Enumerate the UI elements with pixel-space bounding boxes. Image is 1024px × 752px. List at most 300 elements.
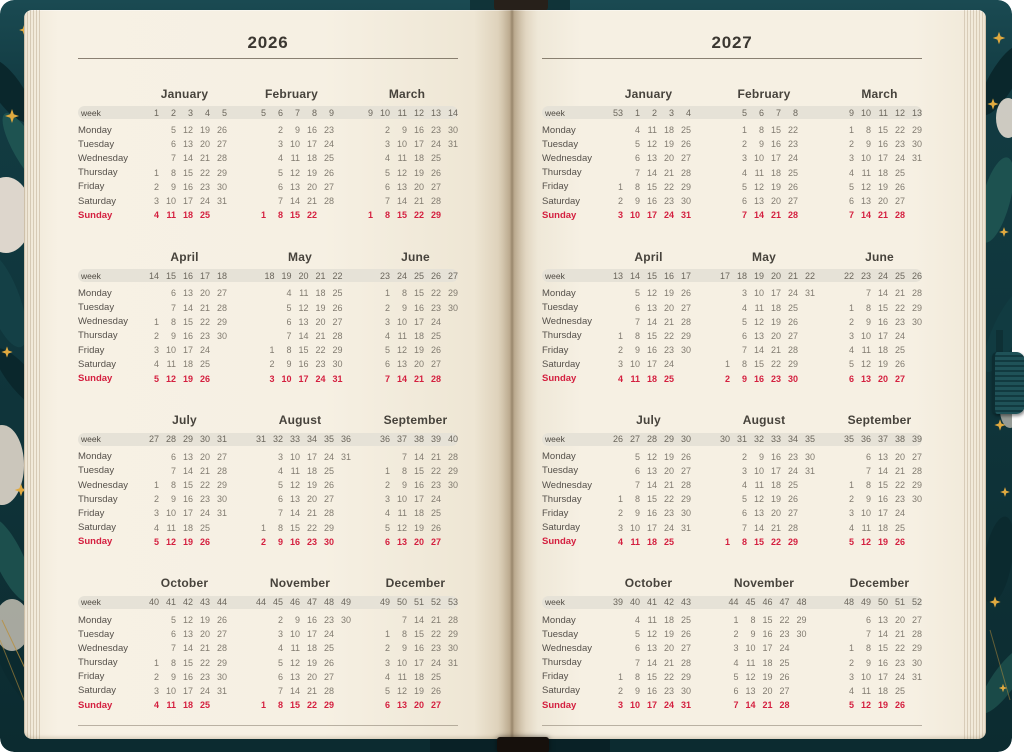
month-day-group: [837, 182, 922, 192]
day-number-cell: 9: [750, 629, 756, 640]
day-number-cell: [142, 153, 159, 163]
day-number-cell: [258, 288, 275, 298]
week-number-cell: 16: [663, 270, 674, 281]
day-number-cell: 29: [216, 316, 227, 327]
day-row: [542, 450, 922, 464]
quarter-block: [78, 86, 458, 222]
week-number-cell: 44: [216, 597, 227, 608]
day-number-cell: 1: [260, 522, 266, 533]
month-day-group: [249, 643, 351, 653]
day-number-cell: 29: [796, 615, 807, 626]
day-number-cell: 11: [746, 657, 756, 668]
day-number-cell: [790, 672, 807, 682]
week-number-cell: 14: [629, 270, 640, 281]
day-number-cell: 17: [762, 643, 773, 654]
day-number-cell: 30: [447, 125, 458, 136]
day-number-cell: 15: [182, 167, 193, 178]
month-week-group: [373, 597, 458, 607]
day-number-cell: 28: [911, 629, 922, 640]
day-number-cell: [713, 523, 730, 533]
day-number-cell: 30: [680, 196, 691, 207]
day-number-cell: 14: [396, 196, 407, 207]
day-row: [78, 286, 458, 300]
day-number-cell: 13: [289, 494, 300, 505]
month-title: March: [388, 86, 426, 101]
day-number-cell: [606, 452, 623, 462]
day-row: [78, 315, 458, 329]
day-number-cell: 13: [182, 139, 193, 150]
month-title: November: [269, 576, 331, 591]
month-day-group: [142, 303, 227, 313]
month-titles-row: [542, 576, 922, 591]
day-number-cell: 6: [865, 615, 871, 626]
day-number-cell: 18: [315, 288, 326, 299]
month-day-group: [837, 480, 922, 490]
day-number-cell: 28: [430, 373, 441, 384]
month-day-group: [837, 658, 922, 668]
day-number-cell: 18: [182, 700, 193, 711]
months-day-numbers: [142, 168, 458, 178]
day-number-cell: 28: [323, 196, 334, 207]
day-number-cell: 19: [770, 316, 781, 327]
month-day-group: [142, 466, 227, 476]
month-day-group: [606, 658, 691, 668]
quarter-block: [542, 576, 922, 712]
week-number-cell: 53: [447, 597, 458, 608]
week-number-cell: 37: [877, 434, 888, 445]
day-number-cell: 16: [289, 536, 300, 547]
week-number-cell: 5: [260, 107, 266, 118]
day-number-cell: [837, 466, 854, 476]
day-rows: [542, 123, 922, 222]
day-row: [542, 329, 922, 343]
day-number-cell: 22: [663, 494, 674, 505]
day-number-cell: 13: [646, 153, 657, 164]
day-number-cell: 7: [865, 465, 871, 476]
day-number-cell: 10: [165, 345, 176, 356]
week-band: [78, 269, 458, 282]
week-number-cell: 1: [634, 107, 640, 118]
day-row: [542, 670, 922, 684]
day-row: [542, 123, 922, 137]
day-number-cell: 26: [680, 629, 691, 640]
day-number-cell: 24: [430, 316, 441, 327]
day-number-cell: 13: [646, 465, 657, 476]
day-number-cell: 4: [384, 671, 390, 682]
day-label: Monday: [542, 287, 576, 299]
day-number-cell: [210, 345, 227, 355]
day-number-cell: 8: [634, 494, 640, 505]
month-day-group: [142, 139, 227, 149]
day-number-cell: 26: [894, 359, 905, 370]
week-number-cell: 19: [281, 270, 292, 281]
day-number-cell: 24: [663, 210, 674, 221]
day-number-cell: 25: [323, 643, 334, 654]
week-number-cell: 23: [860, 270, 871, 281]
day-number-cell: 22: [306, 210, 317, 221]
day-label: Monday: [78, 614, 112, 626]
week-number-cell: 39: [911, 434, 922, 445]
day-number-cell: 23: [306, 536, 317, 547]
week-number-cell: 17: [199, 270, 210, 281]
day-number-cell: 16: [877, 657, 888, 668]
months-day-numbers: [142, 359, 458, 369]
day-number-cell: 27: [216, 139, 227, 150]
day-number-cell: 5: [848, 359, 854, 370]
day-number-cell: 21: [199, 153, 210, 164]
day-number-cell: 1: [153, 316, 159, 327]
day-number-cell: 25: [680, 615, 691, 626]
day-number-cell: 31: [340, 451, 351, 462]
day-number-cell: [905, 359, 922, 369]
month-day-group: [258, 359, 343, 369]
day-number-cell: 17: [877, 508, 888, 519]
month-week-group: [837, 271, 922, 281]
quarter-block: [78, 576, 458, 712]
months-day-numbers: [142, 537, 458, 547]
week-number-cell: 52: [911, 597, 922, 608]
month-day-group: [258, 288, 343, 298]
day-number-cell: 11: [861, 167, 871, 178]
day-number-cell: 25: [779, 657, 790, 668]
month-day-group: [837, 700, 922, 710]
day-number-cell: [798, 317, 815, 327]
day-number-cell: 22: [306, 522, 317, 533]
day-number-cell: 25: [894, 685, 905, 696]
month-day-group: [606, 537, 691, 547]
day-number-cell: 2: [384, 480, 390, 491]
day-number-cell: 16: [877, 316, 888, 327]
day-number-cell: 7: [865, 288, 871, 299]
day-number-cell: 3: [848, 508, 854, 519]
day-row: [78, 506, 458, 520]
month-day-group: [837, 196, 922, 206]
day-number-cell: 22: [199, 167, 210, 178]
day-number-cell: 1: [848, 302, 854, 313]
month-day-group: [713, 374, 815, 384]
day-number-cell: 14: [753, 345, 764, 356]
day-number-cell: [356, 153, 373, 163]
day-row: [542, 535, 922, 549]
day-number-cell: 29: [911, 302, 922, 313]
month-day-group: [606, 374, 691, 384]
month-day-group: [837, 345, 922, 355]
month-day-group: [142, 615, 227, 625]
day-number-cell: 21: [663, 480, 674, 491]
day-number-cell: 17: [182, 685, 193, 696]
month-day-group: [249, 700, 351, 710]
day-number-cell: [334, 643, 351, 653]
day-number-cell: [334, 700, 351, 710]
day-number-cell: 30: [332, 359, 343, 370]
day-label: Friday: [78, 344, 105, 356]
week-number-cell: 26: [911, 270, 922, 281]
month-day-group: [837, 331, 922, 341]
month-week-group: [713, 271, 815, 281]
day-number-cell: 22: [770, 359, 781, 370]
day-number-cell: 31: [911, 671, 922, 682]
day-number-cell: 8: [741, 359, 747, 370]
months-day-numbers: [142, 303, 458, 313]
day-number-cell: 5: [384, 685, 390, 696]
day-number-cell: 15: [182, 480, 193, 491]
day-number-cell: 1: [384, 629, 390, 640]
day-number-cell: 16: [770, 451, 781, 462]
day-number-cell: [798, 331, 815, 341]
day-number-cell: 18: [646, 536, 657, 547]
month-day-group: [142, 494, 227, 504]
month-week-group: [713, 434, 815, 444]
day-number-cell: 28: [787, 210, 798, 221]
month-day-group: [606, 643, 691, 653]
day-number-cell: 14: [646, 480, 657, 491]
day-number-cell: [373, 452, 390, 462]
day-number-cell: 7: [170, 465, 176, 476]
week-number-cell: 44: [255, 597, 266, 608]
month-week-group: [142, 108, 227, 118]
week-number-cell: 47: [306, 597, 317, 608]
month-week-group: [249, 597, 351, 607]
day-number-cell: 15: [753, 359, 764, 370]
day-number-cell: 13: [753, 196, 764, 207]
day-number-cell: 19: [315, 302, 326, 313]
day-row: [78, 166, 458, 180]
day-number-cell: 8: [401, 629, 407, 640]
day-row: [78, 670, 458, 684]
month-day-group: [606, 686, 691, 696]
day-number-cell: 11: [166, 700, 176, 711]
week-number-cell: 4: [685, 107, 691, 118]
day-number-cell: 4: [277, 465, 283, 476]
week-number-cell: 44: [728, 597, 739, 608]
day-number-cell: 27: [430, 700, 441, 711]
day-number-cell: 20: [877, 196, 888, 207]
day-number-cell: [798, 345, 815, 355]
months-week-numbers: [606, 108, 922, 118]
months-titles: [606, 576, 922, 590]
month-day-group: [606, 317, 691, 327]
day-number-cell: 21: [430, 615, 441, 626]
day-number-cell: 21: [762, 700, 773, 711]
day-number-cell: 22: [199, 480, 210, 491]
day-row: [542, 180, 922, 194]
day-label: Tuesday: [78, 465, 115, 477]
day-number-cell: 19: [877, 181, 888, 192]
day-number-cell: 28: [430, 196, 441, 207]
day-number-cell: 11: [397, 508, 407, 519]
month-day-group: [606, 125, 691, 135]
day-number-cell: 7: [277, 196, 283, 207]
day-number-cell: 20: [663, 643, 674, 654]
day-number-cell: [798, 303, 815, 313]
day-number-cell: 31: [680, 522, 691, 533]
day-number-cell: 18: [663, 615, 674, 626]
day-number-cell: 23: [894, 494, 905, 505]
month-day-group: [837, 374, 922, 384]
day-number-cell: [837, 629, 854, 639]
day-number-cell: [249, 629, 266, 639]
day-number-cell: 2: [724, 373, 730, 384]
months-day-numbers: [142, 182, 458, 192]
day-number-cell: 12: [396, 685, 407, 696]
month-week-group: [837, 108, 922, 118]
day-number-cell: 23: [199, 330, 210, 341]
day-number-cell: 11: [166, 210, 176, 221]
day-number-cell: 25: [199, 522, 210, 533]
months-day-numbers: [606, 615, 922, 625]
week-number-cell: 5: [221, 107, 227, 118]
day-number-cell: 28: [332, 330, 343, 341]
day-number-cell: 29: [911, 480, 922, 491]
day-number-cell: 24: [430, 139, 441, 150]
day-number-cell: 7: [170, 153, 176, 164]
quarter-block: [542, 249, 922, 385]
day-number-cell: 14: [289, 508, 300, 519]
month-week-group: [606, 271, 691, 281]
day-number-cell: 25: [894, 167, 905, 178]
day-number-cell: [258, 303, 275, 313]
day-number-cell: 30: [340, 615, 351, 626]
day-number-cell: 23: [779, 629, 790, 640]
month-title: July: [636, 413, 661, 428]
months-titles: [142, 250, 458, 264]
day-number-cell: 21: [306, 196, 317, 207]
day-number-cell: 7: [634, 480, 640, 491]
month-day-group: [258, 331, 343, 341]
week-label: week: [545, 107, 565, 118]
month-day-group: [249, 686, 351, 696]
day-number-cell: 7: [401, 615, 407, 626]
week-number-cell: 31: [255, 434, 266, 445]
day-number-cell: 10: [289, 629, 300, 640]
day-number-cell: 2: [269, 359, 275, 370]
week-number-cell: 22: [843, 270, 854, 281]
day-number-cell: 15: [289, 210, 300, 221]
week-number-cell: 22: [804, 270, 815, 281]
day-number-cell: 10: [396, 139, 407, 150]
day-number-cell: 31: [680, 210, 691, 221]
day-number-cell: 30: [216, 671, 227, 682]
day-number-cell: 12: [396, 167, 407, 178]
day-number-cell: [334, 658, 351, 668]
week-number-cell: 9: [848, 107, 854, 118]
day-number-cell: 10: [396, 657, 407, 668]
month-day-group: [249, 139, 334, 149]
day-number-cell: 14: [298, 330, 309, 341]
month-day-group: [249, 537, 351, 547]
month-day-group: [356, 153, 458, 163]
day-label: Sunday: [78, 536, 113, 548]
day-number-cell: 6: [741, 508, 747, 519]
month-day-group: [722, 615, 807, 625]
month-day-group: [606, 182, 691, 192]
week-number-cell: 3: [187, 107, 193, 118]
day-number-cell: 18: [646, 373, 657, 384]
day-number-cell: 27: [680, 465, 691, 476]
day-number-cell: 23: [663, 508, 674, 519]
day-number-cell: 19: [306, 480, 317, 491]
day-number-cell: 16: [306, 615, 317, 626]
month-week-group: [258, 271, 343, 281]
day-number-cell: 30: [911, 494, 922, 505]
day-number-cell: 25: [680, 125, 691, 136]
day-number-cell: 12: [165, 373, 176, 384]
day-number-cell: [142, 643, 159, 653]
week-number-cell: 5: [741, 107, 747, 118]
day-number-cell: 21: [770, 210, 781, 221]
day-number-cell: 2: [848, 316, 854, 327]
day-number-cell: 16: [182, 181, 193, 192]
day-number-cell: 3: [277, 139, 283, 150]
month-day-group: [606, 629, 691, 639]
months-day-numbers: [606, 480, 922, 490]
day-number-cell: 23: [315, 359, 326, 370]
day-number-cell: 28: [216, 302, 227, 313]
day-number-cell: 18: [306, 153, 317, 164]
day-number-cell: 2: [733, 629, 739, 640]
day-number-cell: 5: [153, 536, 159, 547]
month-day-group: [730, 168, 798, 178]
day-number-cell: 1: [153, 480, 159, 491]
page-2027: [512, 10, 986, 739]
day-label: Sunday: [542, 209, 577, 221]
day-number-cell: 31: [447, 657, 458, 668]
day-number-cell: 16: [182, 494, 193, 505]
day-number-cell: 1: [153, 167, 159, 178]
day-number-cell: 17: [646, 210, 657, 221]
day-number-cell: 28: [911, 465, 922, 476]
day-label: Wednesday: [542, 479, 592, 491]
day-number-cell: 4: [617, 373, 623, 384]
month-titles-row: [78, 576, 458, 591]
day-number-cell: [713, 288, 730, 298]
day-number-cell: [249, 196, 266, 206]
day-rows: [78, 450, 458, 549]
day-number-cell: 15: [877, 480, 888, 491]
day-number-cell: [441, 168, 458, 178]
day-number-cell: [606, 125, 623, 135]
day-number-cell: 27: [332, 316, 343, 327]
day-number-cell: 1: [384, 465, 390, 476]
months-day-numbers: [142, 658, 458, 668]
day-number-cell: 16: [646, 345, 657, 356]
day-number-cell: 9: [170, 330, 176, 341]
day-number-cell: 15: [646, 330, 657, 341]
week-number-cell: 11: [878, 107, 888, 118]
day-number-cell: 25: [199, 700, 210, 711]
day-number-cell: 16: [298, 359, 309, 370]
months-day-numbers: [142, 700, 458, 710]
day-label: Monday: [78, 451, 112, 463]
month-day-group: [142, 523, 227, 533]
day-number-cell: 2: [153, 671, 159, 682]
month-day-group: [606, 196, 691, 206]
day-number-cell: 27: [430, 359, 441, 370]
day-row: [542, 286, 922, 300]
months-week-numbers: [142, 271, 458, 281]
day-number-cell: [441, 196, 458, 206]
day-number-cell: 30: [804, 451, 815, 462]
day-number-cell: 29: [216, 167, 227, 178]
day-number-cell: 1: [724, 359, 730, 370]
day-number-cell: 18: [770, 302, 781, 313]
day-number-cell: 23: [894, 657, 905, 668]
day-number-cell: 23: [430, 125, 441, 136]
day-number-cell: 29: [680, 494, 691, 505]
day-number-cell: 19: [199, 615, 210, 626]
day-row: [542, 357, 922, 371]
day-number-cell: 27: [787, 508, 798, 519]
